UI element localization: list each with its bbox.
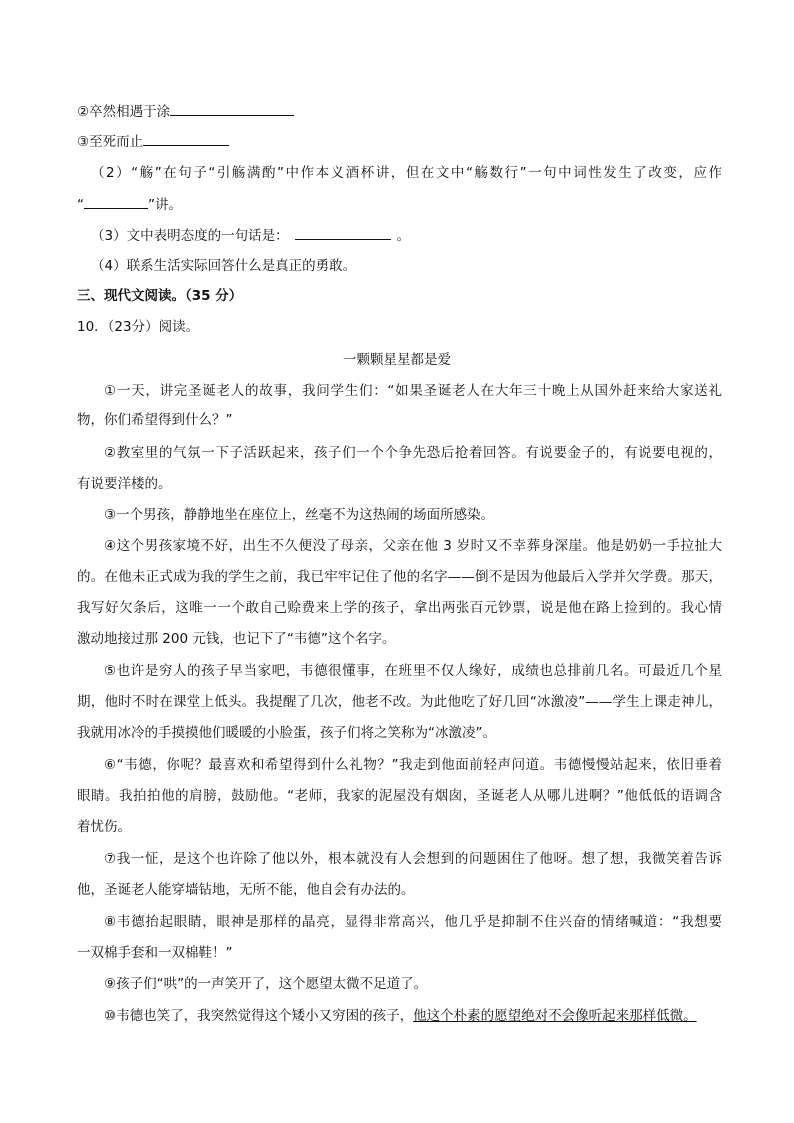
paragraph-9: ⑨孩子们“哄”的一声笑开了，这个愿望太微不足道了。 [104, 976, 428, 992]
paragraph-4-line4: 激动地接过那 200 元钱，也记下了“韦德”这个名字。 [77, 631, 396, 647]
paragraph-10-underlined: 他这个朴素的愿望绝对不会像听起来那样低微。 [413, 1008, 697, 1024]
paragraph-6-line2: 眼睛。我拍拍他的肩膀，鼓励他。“老师，我家的泥屋没有烟囱，圣诞老人从哪儿进啊？”他低低的语调含 [77, 788, 722, 804]
paragraph-5-line1: ⑤也许是穷人的孩子早当家吧，韦德很懂事，在班里不仅人缘好，成绩也总排前几名。可最近几个星 [104, 663, 722, 679]
q9-item2-text: ②卒然相遇于涂 [77, 104, 171, 120]
section-heading: 三、现代文阅读。（35 分） [77, 288, 243, 304]
q9-item2 [77, 101, 722, 122]
paragraph-3: ③一个男孩，静静地坐在座位上，丝毫不为这热闹的场面所感染。 [104, 507, 495, 523]
quote-open: “ [77, 197, 84, 213]
paragraph-7-line1: ⑦我一怔，是这个也许除了他以外，根本就没有人会想到的问题困住了他呀。想了想，我微笑着告诉 [104, 851, 722, 867]
answer-blank[interactable] [143, 131, 229, 146]
quote-close: ”讲。 [148, 197, 182, 213]
paragraph-6-line1: ⑥“韦德，你呢？最喜欢和希望得到什么礼物？”我走到他面前轻声问道。韦德慢慢站起来，依旧垂着 [104, 757, 722, 773]
q9-sub2-line1: （2）“觞”在句子“引觞满酌”中作本义酒杯讲，但在文中“觞数行”一句中词性发生了改变，应作 [91, 165, 722, 181]
q9-item3-text: ③至死而止 [77, 134, 144, 150]
paragraph-4-line2: 的。在他未正式成为我的学生之前，我已牢牢记住了他的名字——倒不是因为他最后入学并欠学费。那天， [77, 569, 722, 585]
paragraph-5-line3: 我就用冰冷的手摸摸他们暖暖的小脸蛋，孩子们将之笑称为“冰激凌”。 [77, 725, 496, 741]
question-10-heading: 10．（23分）阅读。 [77, 319, 200, 335]
q9-sub3 [91, 225, 736, 246]
q9-sub2-line2 [77, 194, 722, 215]
q9-sub3-end: 。 [396, 228, 411, 244]
q9-item3 [77, 131, 722, 152]
answer-blank[interactable] [170, 101, 294, 116]
answer-blank[interactable] [295, 225, 391, 240]
paragraph-2-line2: 有说要洋楼的。 [77, 476, 172, 492]
paragraph-2-line1: ②教室里的气氛一下子活跃起来，孩子们一个个争先恐后抢着回答。有说要金子的，有说要电视的， [104, 445, 722, 461]
paragraph-10 [104, 1006, 722, 1026]
answer-blank[interactable] [84, 194, 148, 209]
q9-sub4: （4）联系生活实际回答什么是真正的勇敢。 [91, 258, 357, 274]
paragraph-10-text: ⑩韦德也笑了，我突然觉得这个矮小又穷困的孩子， [104, 1008, 414, 1024]
paragraph-4-line1: ④这个男孩家境不好，出生不久便没了母亲，父亲在他 3 岁时又不幸葬身深崖。他是奶奶一手拉扯大 [104, 538, 722, 554]
paragraph-8-line1: ⑧韦德抬起眼睛，眼神是那样的晶亮，显得非常高兴，他几乎是抑制不住兴奋的情绪喊道：“我想要 [104, 914, 722, 930]
story-title: 一颗颗星星都是爱 [343, 352, 451, 368]
paragraph-6-line3: 着忧伤。 [77, 819, 131, 835]
paragraph-5-line2: 期，他时不时在课堂上低头。我提醒了几次，他老不改。为此他吃了好几回“冰激凌”——学生上课走神儿， [77, 694, 722, 710]
q9-sub3-text: （3）文中表明态度的一句话是： [91, 228, 289, 244]
paragraph-1-line1: ①一天，讲完圣诞老人的故事，我问学生们：“如果圣诞老人在大年三十晚上从国外赶来给大家送礼 [104, 383, 722, 399]
paragraph-7-line2: 他，圣诞老人能穿墙钻地，无所不能，他自会有办法的。 [77, 882, 415, 898]
paragraph-1-line2: 物，你们希望得到什么？” [77, 412, 233, 428]
paragraph-8-line2: 一双棉手套和一双棉鞋！” [77, 945, 233, 961]
paragraph-4-line3: 我写好欠条后，这唯一一个敢自己赊费来上学的孩子，拿出两张百元钞票，说是他在路上捡到的。我心情 [77, 600, 722, 616]
